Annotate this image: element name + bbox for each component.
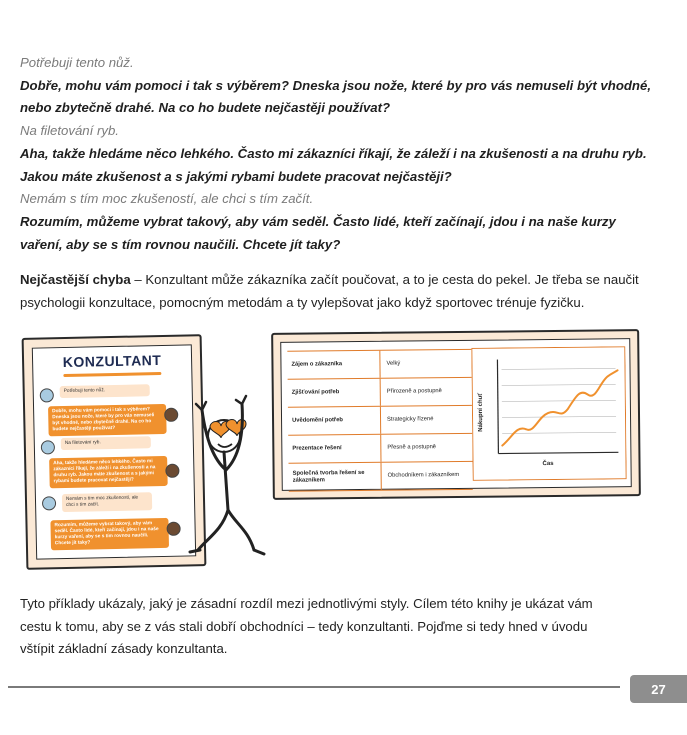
chart-y-label: Nákupní chuť [477,392,485,432]
illustration [0,326,687,576]
mistake-paragraph [20,269,670,314]
chart-x-label: Čas [542,460,554,468]
chat-bubble-consultant: Dobře, mohu vám pomoci i tak s výběrem? Dneska jsou nože, které by pro vás nemuseli být vhodné, nebo zbytečně drahé. Na co ho budete nejčastěji používat? [48,404,167,436]
dialog-line-consultant: Aha, takže hledáme něco lehkého. Často mi zákazníci říkají, že záleží i na zkušenosti a na druhu ryb. [20,145,647,161]
row-label: Uvědomění potřeb [292,417,343,424]
row-value: Přesně a postupně [380,434,472,462]
row-label: Společná tvorba řešení se zákazníkem [292,469,365,484]
comparison-board-panel [280,338,632,491]
chat-bubble-consultant: Rozumím, můžeme vybrat takový, aby vám seděl. Často lidé, kteří začínají, jdou i na naše kurzy vaření, aby se s tím rovnou naučili. Chcete jít taky? [50,518,169,550]
comparison-board [271,329,641,500]
stick-figure-icon [176,390,276,570]
row-label: Zjišťování potřeb [291,389,340,396]
closing-line: vštípit základní zásady konzultanta. [20,641,228,656]
closing-line: Tyto příklady ukázaly, jaký je zásadní rozdíl mezi jednotlivými styly. Cílem této knihy je ukázat vám [20,596,593,611]
row-label: Zájem o zákazníka [291,361,343,368]
row-label: Prezentace řešení [292,445,342,452]
table-row [288,434,472,464]
row-value: Velký [379,350,471,378]
closing-line: cestu k tomu, aby se z vás stali dobří obchodníci – tedy konzultanti. Pojďme si tedy hned v úvodu [20,618,588,634]
title-underline [63,372,161,377]
dialog-line-consultant: Dobře, mohu vám pomoci i tak s výběrem? Dneska jsou nože, které by pro vás nemuseli být vhodné, [20,77,651,93]
chat-bubble-customer: Na filetování ryb. [61,436,151,450]
customer-avatar [40,388,54,402]
row-value: Obchodníkem i zákazníkem [381,462,473,490]
chat-bubble-consultant: Aha, takže hledáme něco lehkého. Často mi zákazníci říkají, že záleží i na zkušenosti a na druhu ryb. Jakou máte zkušenost a s jakými rybami budete pracovat nejčastěji? [49,456,168,488]
row-value: Přirozeně a postupně [380,378,472,406]
dialog-line-consultant: Rozumím, můžeme vybrat takový, aby vám seděl. Často lidé, kteří začínají, jdou i na naše kurzy [20,213,616,229]
dialog-line-consultant: nebo zbytečně drahé. Na co ho budete nejčastěji používat? [20,100,391,116]
table-row [289,462,473,492]
table-row [288,378,472,408]
mistake-text: – Konzultant může zákazníka začít poučovat, a to je cesta do pekel. Je třeba se naučit [130,272,639,287]
closing-paragraph [20,593,670,661]
dialog-line-customer: Potřebuji tento nůž. [20,55,134,70]
table-row [287,349,471,380]
approach-table [287,349,472,492]
stick-figure-illustration [176,390,276,570]
dialog-line-customer: Na filetování ryb. [20,123,119,139]
mistake-text-line2: psychologii konzultace, pomocným metodám a ty vylepšovat jako když sportovec trénuje fyzičku. [20,294,585,310]
dialog-line-customer: Nemám s tím moc zkušeností, ale chci s tím začít. [20,191,314,207]
mistake-title: Nejčastější chyba [20,272,131,287]
consultant-board-panel [32,344,196,559]
chat-bubble-customer: Potřebuji tento nůž. [60,384,150,398]
dialog-line-consultant: vaření, aby se s tím rovnou naučili. Chcete jít taky? [20,236,341,252]
page-number: 27 [630,675,687,703]
dialog-line-consultant: Jakou máte zkušenost a s jakými rybami budete pracovat nejčastěji? [20,168,452,184]
row-value: Strategicky řízené [380,406,472,434]
customer-avatar [42,496,56,510]
table-row [288,406,472,436]
chat-bubble-customer: Nemám s tím moc zkušeností, ale chci s tím začít. [62,492,152,512]
footer-rule [8,686,620,688]
interest-chart [471,346,626,481]
board-title: KONZULTANT [62,351,162,371]
customer-avatar [41,440,55,454]
dialog-block [20,52,660,256]
